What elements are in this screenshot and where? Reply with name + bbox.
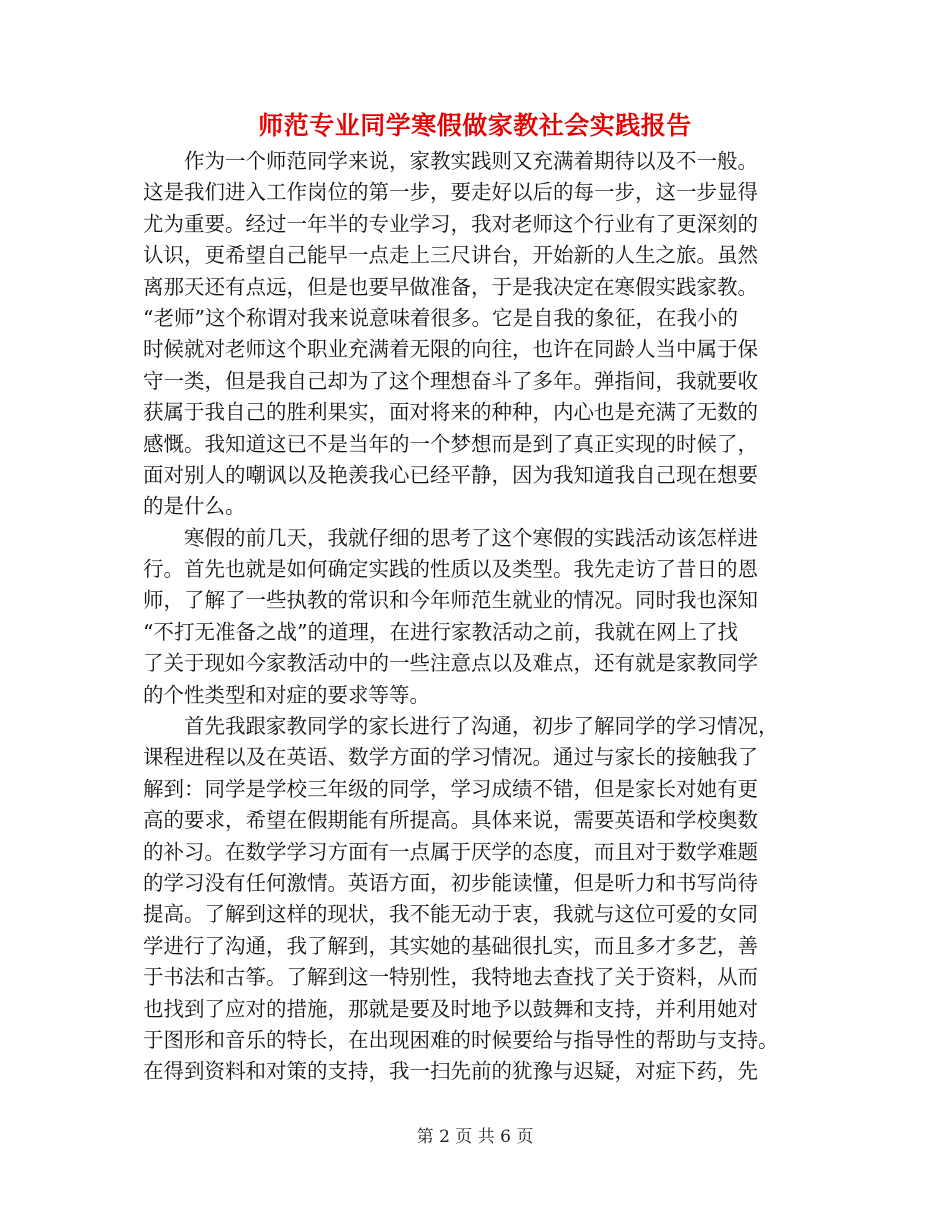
paragraph-line: 的是什么。 — [143, 494, 246, 519]
paragraph-line: 面对别人的嘲讽以及艳羡我心已经平静，因为我知道我自己现在想要 — [143, 462, 758, 487]
paragraph-line: 提高。了解到这样的现状，我不能无动于衷，我就与这位可爱的女同 — [143, 902, 758, 927]
page-number-label: 第 2 页 共 6 页 — [416, 1127, 534, 1147]
paragraph-line: 的学习没有任何激情。英语方面，初步能读懂，但是听力和书写尚待 — [143, 870, 758, 895]
paragraph-line: 守一类，但是我自己却为了这个理想奋斗了多年。弹指间，我就要收 — [143, 368, 758, 393]
paragraph-line: 这是我们进入工作岗位的第一步，要走好以后的每一步，这一步显得 — [143, 180, 758, 205]
paragraph-line: 了关于现如今家教活动中的一些注意点以及难点，还有就是家教同学 — [143, 651, 758, 676]
paragraph-line: 作为一个师范同学来说，家教实践则又充满着期待以及不一般。 — [184, 149, 758, 173]
paragraph-line: 首先我跟家教同学的家长进行了沟通，初步了解同学的学习情况， — [184, 714, 779, 739]
paragraph-line: 课程进程以及在英语、数学方面的学习情况。通过与家长的接触我了 — [143, 745, 758, 770]
paragraph-line: 感慨。我知道这已不是当年的一个梦想而是到了真正实现的时候了， — [143, 431, 758, 456]
paragraph-line: 获属于我自己的胜利果实，面对将来的种种，内心也是充满了无数的 — [143, 400, 758, 425]
paragraph-line: 寒假的前几天，我就仔细的思考了这个寒假的实践活动该怎样进 — [184, 525, 758, 550]
paragraph-line: 学进行了沟通，我了解到，其实她的基础很扎实，而且多才多艺，善 — [143, 933, 758, 958]
paragraph-line: 解到：同学是学校三年级的同学，学习成绩不错，但是家长对她有更 — [143, 776, 758, 801]
paragraph-line: 尤为重要。经过一年半的专业学习，我对老师这个行业有了更深刻的 — [143, 211, 758, 236]
paragraph-line: 离那天还有点远，但是也要早做准备，于是我决定在寒假实践家教。 — [143, 274, 758, 299]
paragraph-line: 于书法和古筝。了解到这一特别性，我特地去查找了关于资料，从而 — [143, 965, 758, 990]
paragraph-line: 高的要求，希望在假期能有所提高。具体来说，需要英语和学校奥数 — [143, 808, 758, 833]
paragraph-line: 认识，更希望自己能早一点走上三尺讲台，开始新的人生之旅。虽然 — [143, 243, 758, 268]
paragraph-line: 的补习。在数学学习方面有一点属于厌学的态度，而且对于数学难题 — [143, 839, 758, 864]
document-body — [143, 146, 803, 1088]
paragraph-line: 于图形和音乐的特长，在出现困难的时候要给与指导性的帮助与支持。 — [143, 1027, 779, 1052]
paragraph-line: “不打无准备之战”的道理，在进行家教活动之前，我就在网上了找 — [143, 619, 738, 644]
paragraph-line: 在得到资料和对策的支持，我一扫先前的犹豫与迟疑，对症下药，先 — [143, 1059, 758, 1084]
page-footer — [0, 1124, 950, 1150]
paragraph-line: “老师”这个称谓对我来说意味着很多。它是自我的象征，在我小的 — [143, 305, 738, 330]
paragraph-line: 时候就对老师这个职业充满着无限的向往，也许在同龄人当中属于保 — [143, 337, 758, 362]
paragraph-line: 也找到了应对的措施，那就是要及时地予以鼓舞和支持，并利用她对 — [143, 996, 758, 1021]
document-title: 师范专业同学寒假做家教社会实践报告 — [258, 111, 692, 140]
paragraph-line: 师，了解了一些执教的常识和今年师范生就业的情况。同时我也深知 — [143, 588, 758, 613]
paragraph-line: 行。首先也就是如何确定实践的性质以及类型。我先走访了昔日的恩 — [143, 557, 758, 582]
paragraph-line: 的个性类型和对症的要求等等。 — [143, 682, 430, 707]
